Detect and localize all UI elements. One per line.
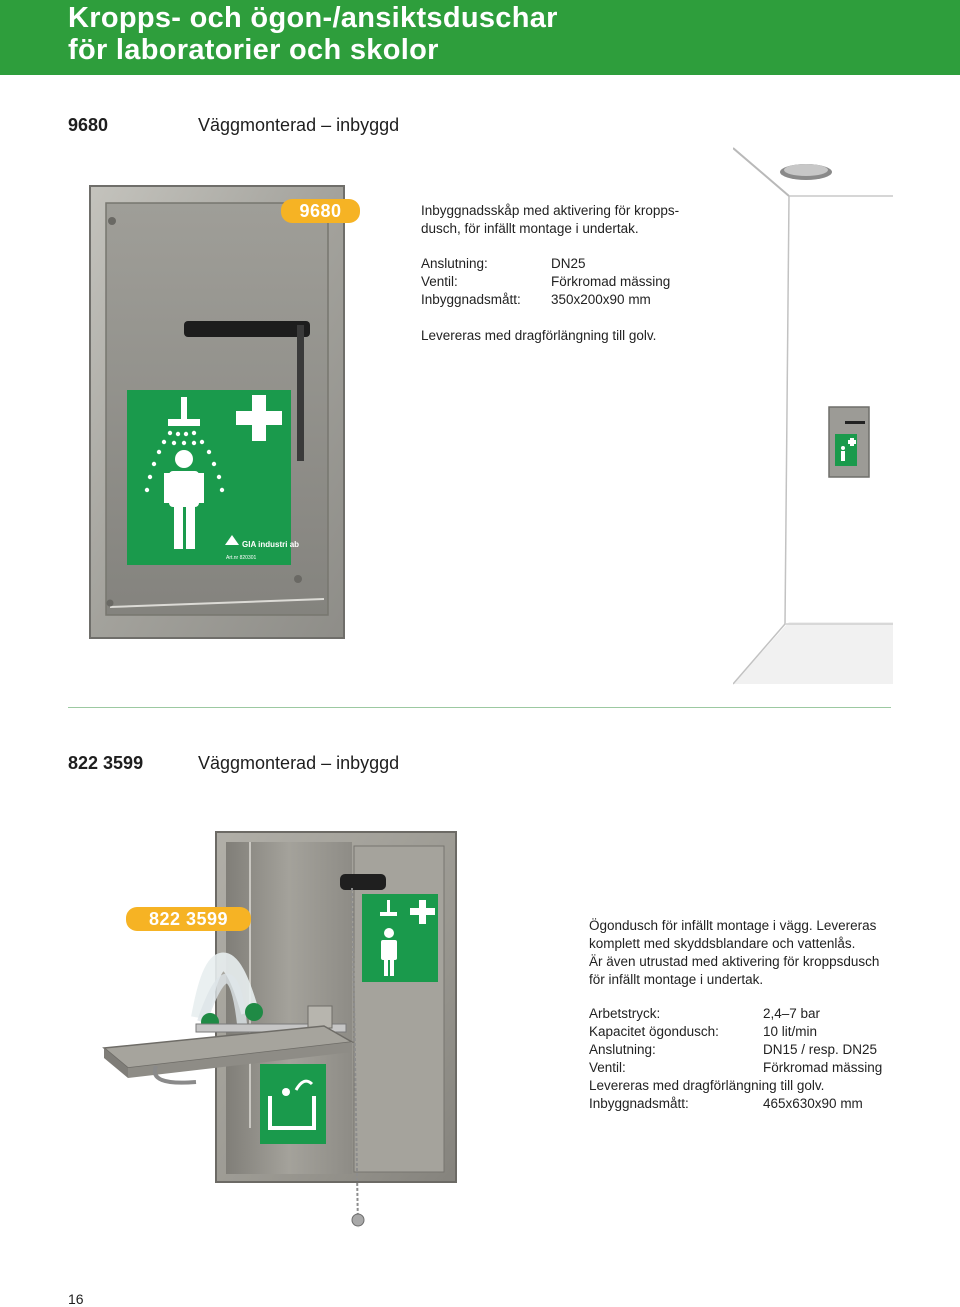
page-header (0, 0, 960, 75)
spec-value: Förkromad mässing (551, 274, 671, 289)
product-description: Inbyggnadsskåp med aktivering för kropps- dusch, för infällt montage i undertak. (421, 203, 680, 236)
eyewash-cabinet-photo (100, 828, 462, 1272)
product-info-9680 (421, 202, 721, 345)
sign-article-text: Art.nr 820301 (226, 555, 257, 561)
spec-label: Inbyggnadsmått: (589, 1096, 689, 1111)
spec-row (589, 1023, 909, 1041)
product-code: 9680 (68, 115, 109, 135)
spec-row (421, 291, 721, 309)
product-note: Levereras med dragförlängning till golv. (421, 328, 657, 343)
spec-label: Anslutning: (421, 256, 488, 271)
page-number: 16 (68, 1291, 84, 1307)
safety-shower-sign (127, 390, 299, 565)
product-info-822-3599 (589, 917, 909, 1113)
product-heading-822-3599 (68, 752, 399, 774)
spec-row (589, 1095, 909, 1113)
spec-value: DN15 / resp. DN25 (763, 1042, 878, 1057)
sign-brand-text: GIA industri ab (242, 540, 300, 549)
spec-label: Ventil: (421, 274, 458, 289)
page-title: Kropps- och ögon-/ansiktsduschar för laboratorier och skolor (68, 2, 558, 66)
product-heading-9680 (68, 114, 399, 136)
spec-label: Inbyggnadsmått: (421, 292, 521, 307)
spec-row (589, 1077, 909, 1095)
cabinet-9680-photo (88, 183, 348, 641)
product-mount-type: Väggmonterad – inbyggd (198, 753, 400, 773)
installation-illustration (733, 146, 893, 686)
spec-label: Anslutning: (589, 1042, 656, 1057)
product-mount-type: Väggmonterad – inbyggd (198, 115, 400, 135)
product-code: 822 3599 (68, 753, 144, 773)
spec-label: Ventil: (589, 1060, 626, 1075)
spec-value: 350x200x90 mm (551, 292, 651, 307)
spec-row (589, 1005, 909, 1023)
spec-row (589, 1041, 909, 1059)
spec-label: Levereras med dragförlängning till golv. (589, 1078, 825, 1093)
product-badge: 822 3599 (126, 907, 251, 931)
spec-value: 2,4–7 bar (763, 1006, 821, 1021)
spec-value: Förkromad mässing (763, 1060, 883, 1075)
spec-value: DN25 (551, 256, 586, 271)
spec-row (421, 273, 721, 291)
spec-label: Kapacitet ögondusch: (589, 1024, 719, 1039)
product-badge: 9680 (281, 199, 360, 223)
spec-value: 465x630x90 mm (763, 1096, 863, 1111)
spec-value: 10 lit/min (763, 1024, 818, 1039)
spec-row (421, 255, 721, 273)
product-description: Ögondusch för infällt montage i vägg. Levereras komplett med skyddsblandare och vattenlås. Är även utrustad med aktivering för kroppsdusch för infällt montage i undertak. (589, 918, 880, 987)
spec-row (589, 1059, 909, 1077)
section-divider (68, 707, 891, 708)
spec-label: Arbetstryck: (589, 1006, 661, 1021)
